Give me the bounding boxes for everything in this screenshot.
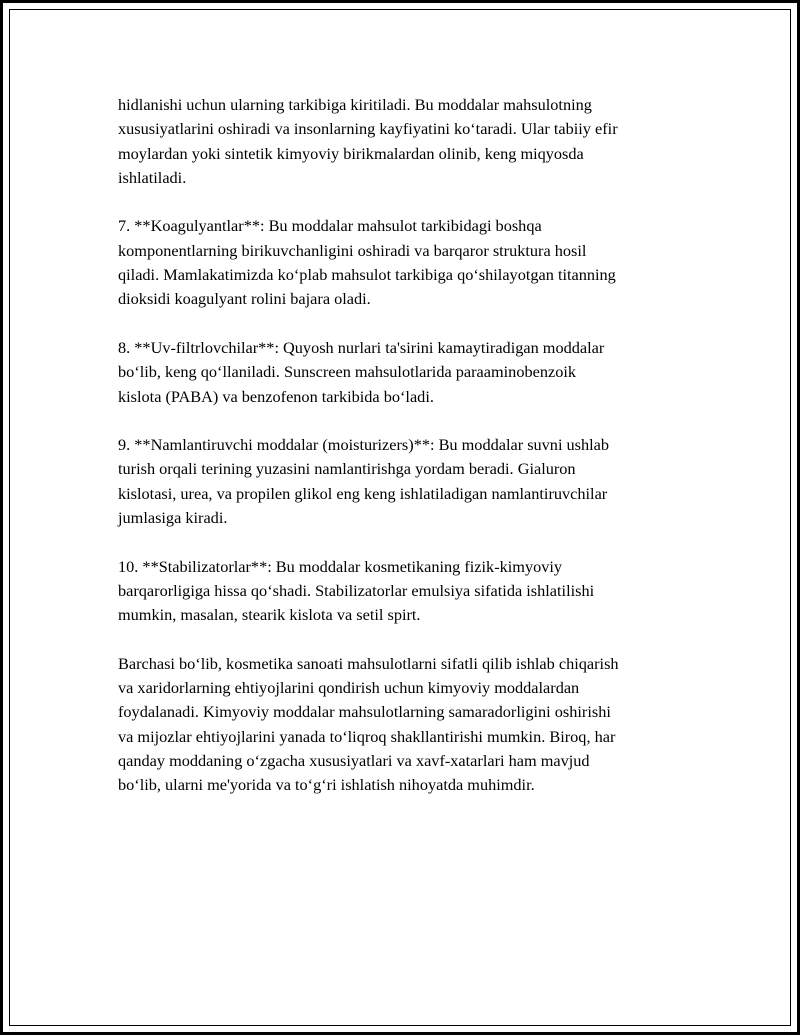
paragraph-namlantiruvchi: 9. **Namlantiruvchi moddalar (moisturizers)**: Bu moddalar suvni ushlab turish orqali terining yuzasini namlantirishga yordam beradi. Gialuron kislotasi, urea, va propilen glikol eng keng ishlatiladigan namlantiruvchilar jumlasiga kiradi. <box>118 435 610 528</box>
paragraph-conclusion: Barchasi boʻlib, kosmetika sanoati mahsulotlarni sifatli qilib ishlab chiqarish va xaridorlarning ehtiyojlarini qondirish uchun kimyoviy moddalardan foydalanadi. Kimyoviy moddalar mahsulotlarning samaradorligini oshirishi va mijozlar ehtiyojlarini yanada toʻliqroq shakllantirishi mumkin. Biroq, har qanday moddaning oʻzgacha xususiyatlari va xavf-xatarlari ham mavjud boʻlib, ularni me'yorida va toʻgʻri ishlatish nihoyatda muhimdir. <box>118 653 619 795</box>
document-body <box>118 93 688 822</box>
paragraph-stabilizatorlar: 10. **Stabilizatorlar**: Bu moddalar kosmetikaning fizik-kimyoviy barqarorligiga hissa qoʻshadi. Stabilizatorlar emulsiya sifatida ishlatilishi mumkin, masalan, stearik kislota va setil spirt. <box>118 556 595 625</box>
paragraph-uv-filtrlovchilar: 8. **Uv-filtrlovchilar**: Quyosh nurlari ta'sirini kamaytiradigan moddalar boʻlib, keng qoʻllaniladi. Sunscreen mahsulotlarida paraaminobenzoik kislota (PABA) va benzofenon tarkibida boʻladi. <box>118 337 605 406</box>
paragraph-continuation: hidlanishi uchun ularning tarkibiga kiritiladi. Bu moddalar mahsulotning xususiyatlarini oshiradi va insonlarning kayfiyatini koʻtaradi. Ular tabiiy efir moylardan yoki sintetik kimyoviy birikmalardan olinib, keng miqyosda ishlatiladi. <box>118 95 618 187</box>
paragraph-koagulyantlar: 7. **Koagulyantlar**: Bu moddalar mahsulot tarkibidagi boshqa komponentlarning birikuvchanligini oshiradi va barqaror struktura hosil qiladi. Mamlakatimizda koʻplab mahsulot tarkibiga qoʻshilayotgan titanning dioksidi koagulyant rolini bajara oladi. <box>118 216 616 309</box>
